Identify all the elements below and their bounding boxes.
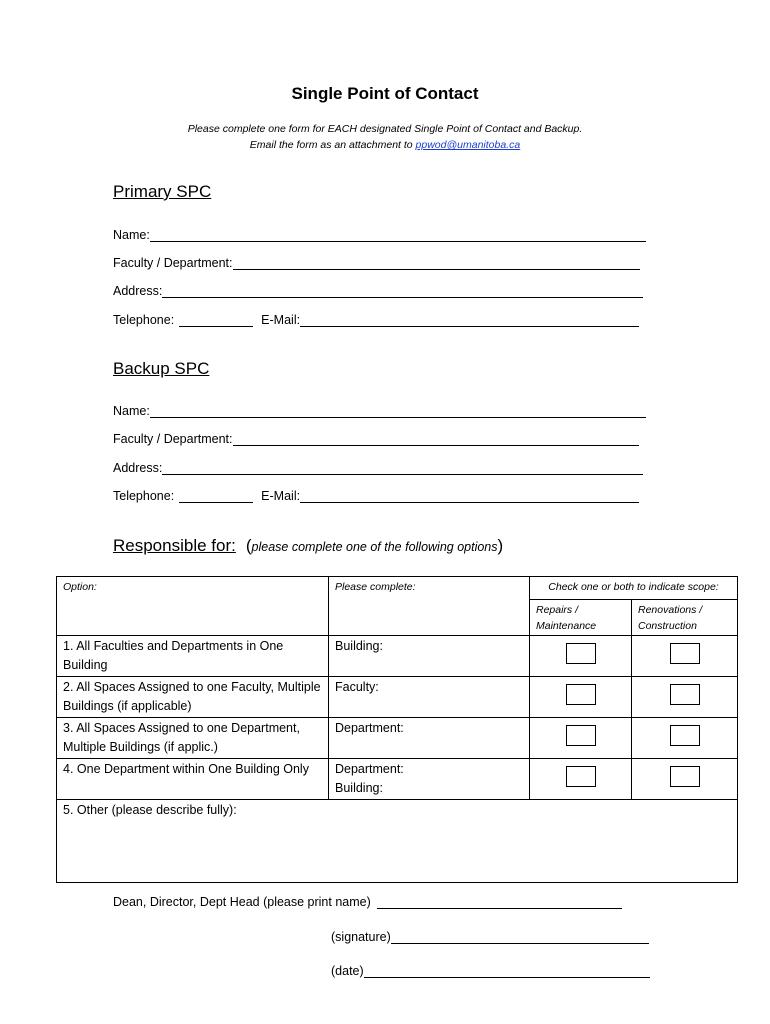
option-cell: 2. All Spaces Assigned to one Faculty, Multiple Buildings (if applicable) bbox=[57, 677, 329, 718]
date-field[interactable] bbox=[331, 964, 650, 978]
backup-faculty-line[interactable] bbox=[233, 432, 639, 446]
email-link[interactable]: ppwod@umanitoba.ca bbox=[415, 139, 521, 151]
repairs-checkbox[interactable] bbox=[566, 766, 596, 787]
repairs-cell bbox=[530, 759, 632, 800]
primary-address-field[interactable] bbox=[113, 282, 643, 298]
responsible-for-note bbox=[246, 536, 503, 556]
responsible-note-text: please complete one of the following options bbox=[251, 540, 498, 554]
col-option-header: Option: bbox=[57, 577, 329, 636]
backup-faculty-field[interactable] bbox=[113, 430, 639, 446]
dean-name-line[interactable] bbox=[377, 895, 622, 909]
primary-contact-field[interactable] bbox=[113, 311, 639, 327]
instructions-line-1: Please complete one form for EACH designated Single Point of Contact and Backup. bbox=[187, 123, 583, 135]
primary-telephone-label: Telephone: bbox=[113, 313, 175, 327]
page-title: Single Point of Contact bbox=[291, 84, 479, 103]
signature-line[interactable] bbox=[391, 930, 649, 944]
open-paren: ( bbox=[245, 536, 252, 555]
col-complete-header: Please complete: bbox=[329, 577, 530, 636]
instructions-line-2 bbox=[0, 139, 770, 151]
col-scope-header: Check one or both to indicate scope: bbox=[530, 577, 738, 600]
repairs-checkbox[interactable] bbox=[566, 684, 596, 705]
date-line[interactable] bbox=[364, 964, 650, 978]
repairs-checkbox[interactable] bbox=[566, 643, 596, 664]
complete-cell[interactable]: Department: bbox=[329, 718, 530, 759]
primary-faculty-field[interactable] bbox=[113, 254, 640, 270]
options-table bbox=[56, 576, 738, 883]
responsible-for-label: Responsible for: bbox=[113, 536, 236, 555]
complete-building-label: Building: bbox=[335, 781, 383, 795]
primary-name-line[interactable] bbox=[150, 228, 646, 242]
backup-email-label: E-Mail: bbox=[261, 489, 301, 503]
primary-name-field[interactable] bbox=[113, 226, 646, 242]
responsible-for-heading bbox=[113, 536, 503, 556]
option-cell: 3. All Spaces Assigned to one Department, Multiple Buildings (if applic.) bbox=[57, 718, 329, 759]
table-header-row bbox=[57, 577, 738, 600]
backup-telephone-line[interactable] bbox=[179, 489, 253, 503]
complete-department-label: Department: bbox=[335, 762, 404, 776]
table-row bbox=[57, 636, 738, 677]
backup-email-line[interactable] bbox=[300, 489, 639, 503]
renovations-cell bbox=[632, 636, 738, 677]
backup-name-line[interactable] bbox=[150, 404, 646, 418]
dean-name-field[interactable] bbox=[113, 895, 622, 909]
primary-address-line[interactable] bbox=[162, 284, 643, 298]
other-cell[interactable]: 5. Other (please describe fully): bbox=[57, 800, 738, 883]
backup-name-field[interactable] bbox=[113, 402, 646, 418]
complete-cell[interactable] bbox=[329, 759, 530, 800]
renovations-checkbox[interactable] bbox=[670, 684, 700, 705]
col-renovations-header: Renovations / Construction bbox=[632, 600, 738, 636]
repairs-cell bbox=[530, 718, 632, 759]
backup-address-label: Address: bbox=[113, 461, 163, 475]
backup-name-label: Name: bbox=[113, 404, 150, 418]
backup-spc-heading: Backup SPC bbox=[113, 359, 210, 378]
table-row bbox=[57, 759, 738, 800]
complete-cell[interactable]: Faculty: bbox=[329, 677, 530, 718]
backup-address-field[interactable] bbox=[113, 459, 643, 475]
close-paren: ) bbox=[497, 536, 504, 555]
col-repairs-header: Repairs / Maintenance bbox=[530, 600, 632, 636]
date-label: (date) bbox=[331, 964, 364, 978]
instructions-email-prefix: Email the form as an attachment to bbox=[249, 139, 416, 151]
dean-name-label: Dean, Director, Dept Head (please print name) bbox=[113, 895, 371, 909]
backup-telephone-label: Telephone: bbox=[113, 489, 175, 503]
primary-faculty-label: Faculty / Department: bbox=[113, 256, 233, 270]
renovations-checkbox[interactable] bbox=[670, 725, 700, 746]
primary-spc-heading: Primary SPC bbox=[113, 182, 212, 201]
renovations-cell bbox=[632, 759, 738, 800]
renovations-checkbox[interactable] bbox=[670, 766, 700, 787]
repairs-cell bbox=[530, 677, 632, 718]
repairs-checkbox[interactable] bbox=[566, 725, 596, 746]
renovations-checkbox[interactable] bbox=[670, 643, 700, 664]
signature-label: (signature) bbox=[331, 930, 391, 944]
signature-field[interactable] bbox=[331, 930, 649, 944]
repairs-cell bbox=[530, 636, 632, 677]
option-cell: 4. One Department within One Building Only bbox=[57, 759, 329, 800]
option-cell: 1. All Faculties and Departments in One Building bbox=[57, 636, 329, 677]
primary-address-label: Address: bbox=[113, 284, 163, 298]
table-row bbox=[57, 677, 738, 718]
renovations-cell bbox=[632, 718, 738, 759]
primary-faculty-line[interactable] bbox=[233, 256, 640, 270]
complete-cell[interactable]: Building: bbox=[329, 636, 530, 677]
primary-email-line[interactable] bbox=[300, 313, 639, 327]
table-row bbox=[57, 718, 738, 759]
primary-email-label: E-Mail: bbox=[261, 313, 301, 327]
backup-address-line[interactable] bbox=[162, 461, 643, 475]
primary-telephone-line[interactable] bbox=[179, 313, 253, 327]
table-row-other bbox=[57, 800, 738, 883]
primary-name-label: Name: bbox=[113, 228, 150, 242]
renovations-cell bbox=[632, 677, 738, 718]
backup-contact-field[interactable] bbox=[113, 487, 639, 503]
backup-faculty-label: Faculty / Department: bbox=[113, 432, 233, 446]
